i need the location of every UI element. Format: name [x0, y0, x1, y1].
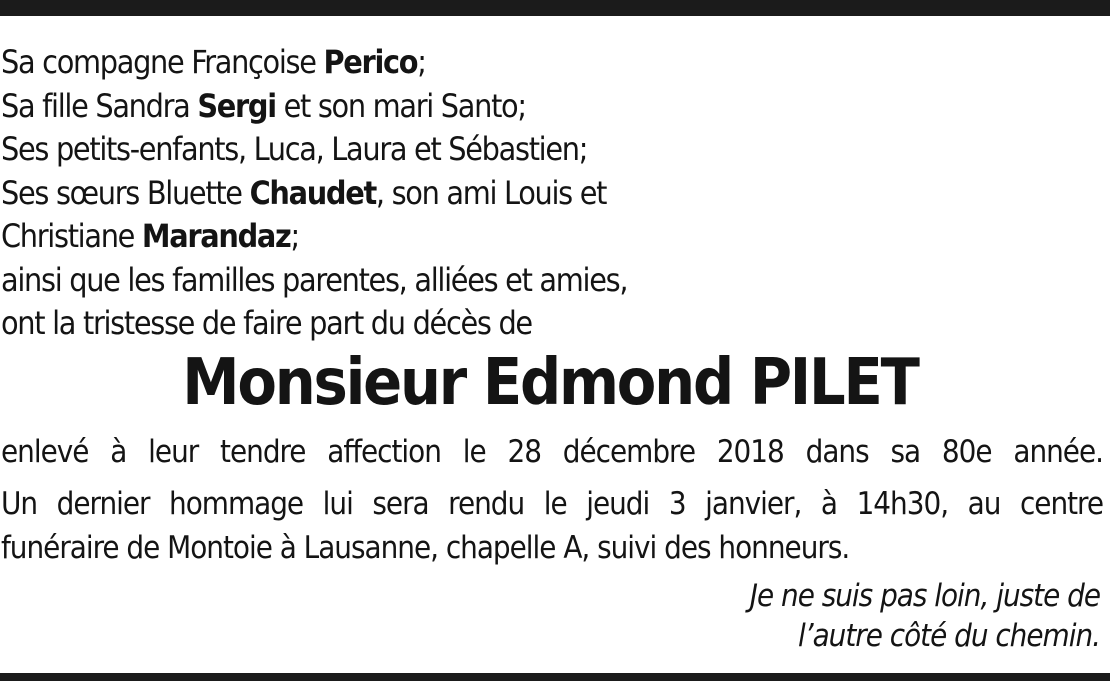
surname-sergi: Sergi — [197, 86, 276, 125]
death-date-line: enlevé à leur tendre affection le 28 décembre 2018 dans sa 80e année. — [1, 434, 1103, 470]
deceased-name-heading: Monsieur Edmond PILET — [182, 346, 918, 420]
bottom-border-rule — [0, 673, 1110, 681]
ceremony-line-2: funéraire de Montoie à Lausanne, chapelle A, suivi des honneurs. — [1, 530, 850, 566]
family-line-daughter: Sa fille Sandra Sergi et son mari Santo; — [1, 86, 526, 125]
ceremony-line-1: Un dernier hommage lui sera rendu le jeudi 3 janvier, à 14h30, au centre — [1, 486, 1103, 522]
family-line-sisters: Ses sœurs Bluette Chaudet, son ami Louis et — [1, 173, 607, 212]
family-line-christiane: Christiane Marandaz; — [1, 217, 299, 255]
family-announcement — [1, 41, 761, 346]
ceremony-details — [1, 482, 1103, 570]
family-line-grandchildren: Ses petits-enfants, Luca, Laura et Sébastien; — [1, 130, 588, 168]
surname-perico: Perico — [323, 43, 418, 81]
top-border-rule — [0, 0, 1110, 16]
surname-marandaz: Marandaz — [141, 217, 291, 255]
family-line-relatives: ainsi que les familles parentes, alliées et amies, — [1, 260, 628, 299]
surname-chaudet: Chaudet — [249, 173, 376, 212]
family-line-partner: Sa compagne Françoise Perico; — [1, 43, 426, 81]
closing-quote — [500, 576, 1100, 656]
quote-line-1: Je ne suis pas loin, juste de — [749, 578, 1100, 614]
quote-line-2: l’autre côté du chemin. — [797, 618, 1100, 654]
family-line-announcement: ont la tristesse de faire part du décès de — [1, 304, 532, 342]
